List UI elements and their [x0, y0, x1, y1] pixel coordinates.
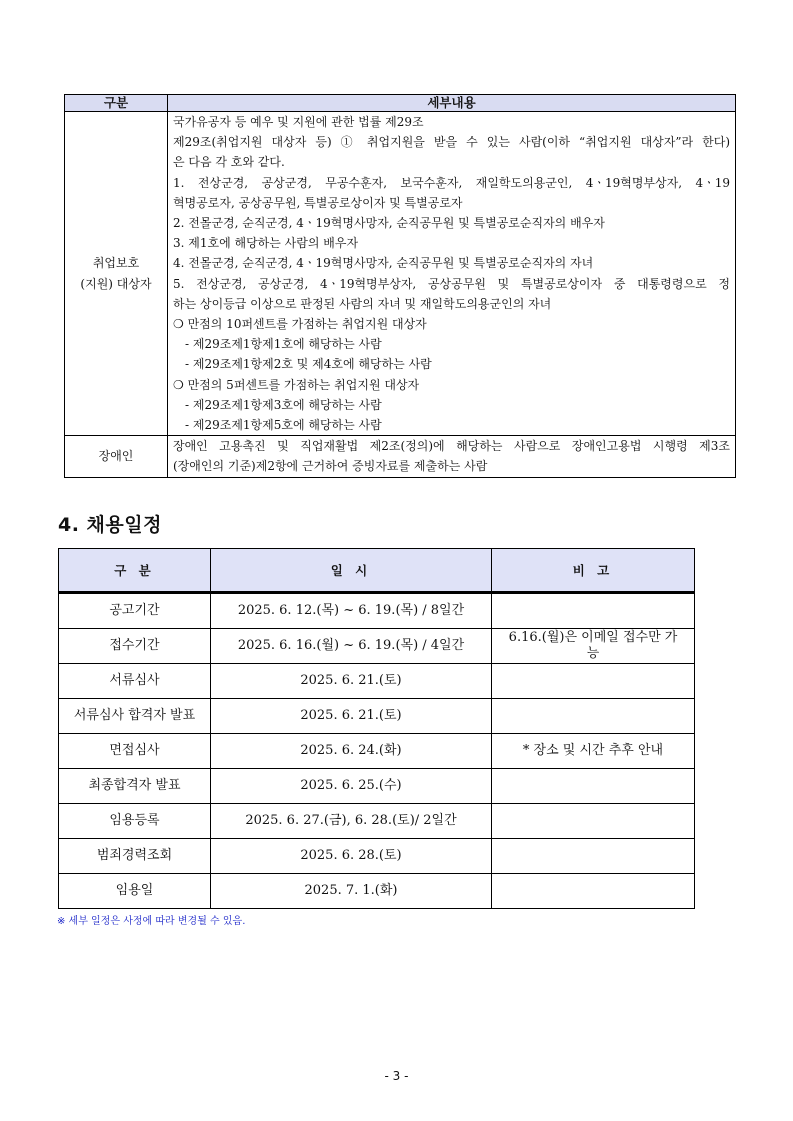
- qualification-table: [64, 94, 736, 478]
- disabled-category: 장애인: [65, 436, 168, 477]
- schedule-date: 2025. 6. 16.(월) ~ 6. 19.(목) / 4일간: [211, 629, 492, 664]
- schedule-header-date: 일 시: [211, 549, 492, 593]
- schedule-table: [58, 548, 695, 909]
- schedule-header-row: [59, 549, 695, 593]
- schedule-note: [492, 593, 695, 629]
- schedule-date: 2025. 6. 12.(목) ~ 6. 19.(목) / 8일간: [211, 593, 492, 629]
- disabled-line-2: (장애인의 기준)제2항에 근거하여 증빙자료를 제출하는 사람: [173, 459, 488, 474]
- disabled-row: [65, 436, 736, 477]
- table-row: [59, 769, 695, 804]
- schedule-note: [492, 804, 695, 839]
- disabled-line-1: 장애인 고용촉진 및 직업재활법 제2조(정의)에 해당하는 사람으로 장애인고용법 시행령 제3조: [173, 439, 730, 454]
- bonus10-title-line: [173, 314, 730, 334]
- schedule-date: 2025. 6. 24.(화): [211, 734, 492, 769]
- table-row: [59, 593, 695, 629]
- employment-protection-category: [65, 112, 168, 436]
- schedule-item: 서류심사: [59, 664, 211, 699]
- schedule-section-title: 4. 채용일정: [58, 514, 162, 536]
- disabled-details: [168, 436, 736, 477]
- schedule-header-note: 비 고: [492, 549, 695, 593]
- circle-bullet-icon: ❍: [173, 377, 184, 392]
- bonus5-title-line: [173, 375, 730, 395]
- page-number: - 3 -: [384, 1069, 409, 1083]
- schedule-note: [492, 699, 695, 734]
- schedule-item: 면접심사: [59, 734, 211, 769]
- law-line: 4. 전몰군경, 순직군경, 4ㆍ19혁명사망자, 순직공무원 및 특별공로순직자의 자녀: [173, 256, 594, 271]
- table-row: [59, 664, 695, 699]
- schedule-date: 2025. 6. 27.(금), 6. 28.(토)/ 2일간: [211, 804, 492, 839]
- schedule-note: [492, 874, 695, 909]
- law-line: 2. 전몰군경, 순직군경, 4ㆍ19혁명사망자, 순직공무원 및 특별공로순직자의 배우자: [173, 216, 605, 231]
- table-row: [59, 804, 695, 839]
- table-row: [59, 874, 695, 909]
- schedule-item: 범죄경력조회: [59, 839, 211, 874]
- bonus5-title: 만점의 5퍼센트를 가점하는 취업지원 대상자: [187, 377, 420, 392]
- table-row: [59, 839, 695, 874]
- law-line: 하는 상이등급 이상으로 판정된 사람의 자녀 및 재일학도의용군인의 자녀: [173, 296, 552, 311]
- schedule-date: 2025. 6. 28.(토): [211, 839, 492, 874]
- table-row: [59, 629, 695, 664]
- header-details: 세부내용: [168, 95, 736, 112]
- law-line: 국가유공자 등 예우 및 지원에 관한 법률 제29조: [173, 115, 424, 129]
- schedule-note: * 장소 및 시간 추후 안내: [492, 734, 695, 769]
- category-line-1: 취업보호: [92, 256, 140, 271]
- schedule-date: 2025. 6. 25.(수): [211, 769, 492, 804]
- table-row: [59, 734, 695, 769]
- bonus10-title: 만점의 10퍼센트를 가점하는 취업지원 대상자: [187, 317, 427, 332]
- schedule-item: 임용일: [59, 874, 211, 909]
- table-row: [59, 699, 695, 734]
- schedule-item: 서류심사 합격자 발표: [59, 699, 211, 734]
- schedule-date: 2025. 6. 21.(토): [211, 664, 492, 699]
- employment-protection-row: [65, 112, 736, 436]
- bonus10-item: - 제29조제1항제1호에 해당하는 사람: [185, 337, 382, 352]
- header-category: 구분: [65, 95, 168, 112]
- schedule-note: [492, 664, 695, 699]
- circle-bullet-icon: ❍: [173, 317, 184, 332]
- bonus5-item: - 제29조제1항제5호에 해당하는 사람: [185, 418, 382, 433]
- law-line: 5. 전상군경, 공상군경, 4ㆍ19혁명부상자, 공상공무원 및 특별공로상이자 중 대통령령으로 정: [173, 276, 730, 291]
- schedule-item: 최종합격자 발표: [59, 769, 211, 804]
- schedule-date: 2025. 7. 1.(화): [211, 874, 492, 909]
- bonus10-item: - 제29조제1항제2호 및 제4호에 해당하는 사람: [185, 357, 432, 372]
- law-line: 혁명공로자, 공상공무원, 특별공로상이자 및 특별공로자: [173, 195, 463, 210]
- law-line: 3. 제1호에 해당하는 사람의 배우자: [173, 236, 359, 251]
- employment-protection-details: [168, 112, 736, 436]
- law-line: 제29조(취업지원 대상자 등) ① 취업지원을 받을 수 있는 사람(이하 “취업지원 대상자”라 한다): [173, 135, 730, 150]
- schedule-item: 공고기간: [59, 593, 211, 629]
- schedule-header-item: 구 분: [59, 549, 211, 593]
- schedule-footnote: ※ 세부 일정은 사정에 따라 변경될 수 있음.: [57, 916, 246, 927]
- category-line-2: (지원) 대상자: [80, 276, 152, 291]
- bonus5-item: - 제29조제1항제3호에 해당하는 사람: [185, 397, 382, 412]
- schedule-note: [492, 769, 695, 804]
- schedule-note: 6.16.(월)은 이메일 접수만 가능: [492, 629, 695, 664]
- law-line: 1. 전상군경, 공상군경, 무공수훈자, 보국수훈자, 재일학도의용군인, 4ㆍ19혁명부상자, 4ㆍ19: [173, 175, 730, 190]
- schedule-note: [492, 839, 695, 874]
- schedule-item: 접수기간: [59, 629, 211, 664]
- schedule-item: 임용등록: [59, 804, 211, 839]
- schedule-date: 2025. 6. 21.(토): [211, 699, 492, 734]
- law-line: 은 다음 각 호와 같다.: [173, 155, 285, 170]
- qualification-header-row: [65, 95, 736, 112]
